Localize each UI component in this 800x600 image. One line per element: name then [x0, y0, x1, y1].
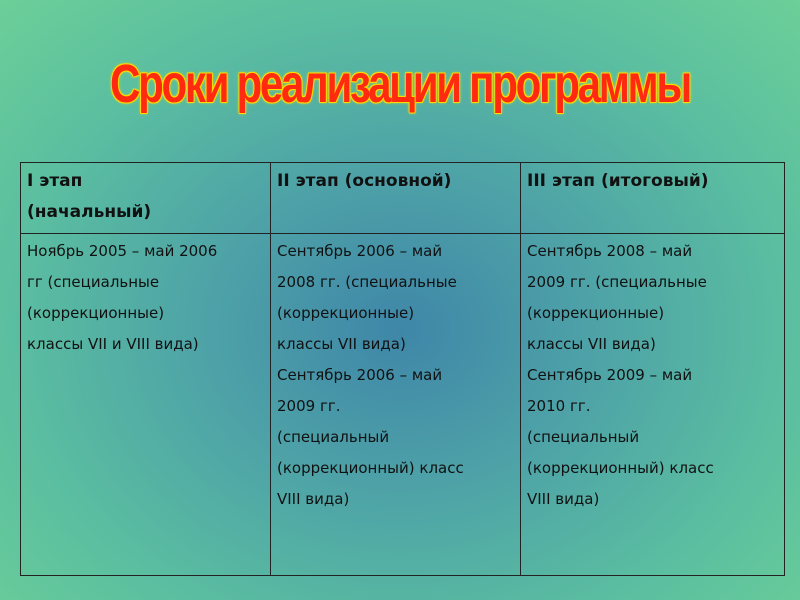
cell-line: классы VII вида): [527, 335, 656, 353]
header-stage-2: [271, 163, 521, 234]
header-stage-1: [21, 163, 271, 234]
cell-line: Сентябрь 2009 – май: [527, 366, 693, 384]
cell-stage-1: [21, 234, 271, 576]
cell-line: (специальный: [527, 428, 640, 446]
cell-line: 2009 гг. (специальные: [527, 273, 707, 291]
cell-line: (специальный: [277, 428, 390, 446]
cell-line: (коррекционный) класс: [527, 459, 714, 477]
cell-line: Ноябрь 2005 – май 2006: [27, 242, 218, 260]
header-stage-3: [521, 163, 785, 234]
cell-line: классы VII и VIII вида): [27, 335, 199, 353]
cell-line: (коррекционные): [277, 304, 415, 322]
cell-line: Сентябрь 2006 – май: [277, 242, 443, 260]
cell-line: Сентябрь 2008 – май: [527, 242, 693, 260]
header-stage-1-line: I этап: [27, 171, 83, 191]
cell-line: (коррекционные): [27, 304, 165, 322]
cell-stage-3: [521, 234, 785, 576]
header-stage-3-line: III этап (итоговый): [527, 171, 709, 191]
cell-line: VIII вида): [527, 490, 600, 508]
cell-line: (коррекционные): [527, 304, 665, 322]
cell-line: 2009 гг.: [277, 397, 341, 415]
header-stage-2-line: II этап (основной): [277, 171, 452, 191]
cell-stage-2: [271, 234, 521, 576]
table-header-row: [21, 163, 785, 234]
cell-line: 2008 гг. (специальные: [277, 273, 457, 291]
header-stage-1-line: (начальный): [27, 202, 152, 222]
cell-line: VIII вида): [277, 490, 350, 508]
slide-title: Сроки реализации программы: [109, 54, 691, 114]
program-timeline-table: [20, 162, 785, 576]
cell-line: Сентябрь 2006 – май: [277, 366, 443, 384]
cell-line: гг (специальные: [27, 273, 160, 291]
cell-line: классы VII вида): [277, 335, 406, 353]
table-row: [21, 234, 785, 576]
cell-line: 2010 гг.: [527, 397, 591, 415]
cell-line: (коррекционный) класс: [277, 459, 464, 477]
